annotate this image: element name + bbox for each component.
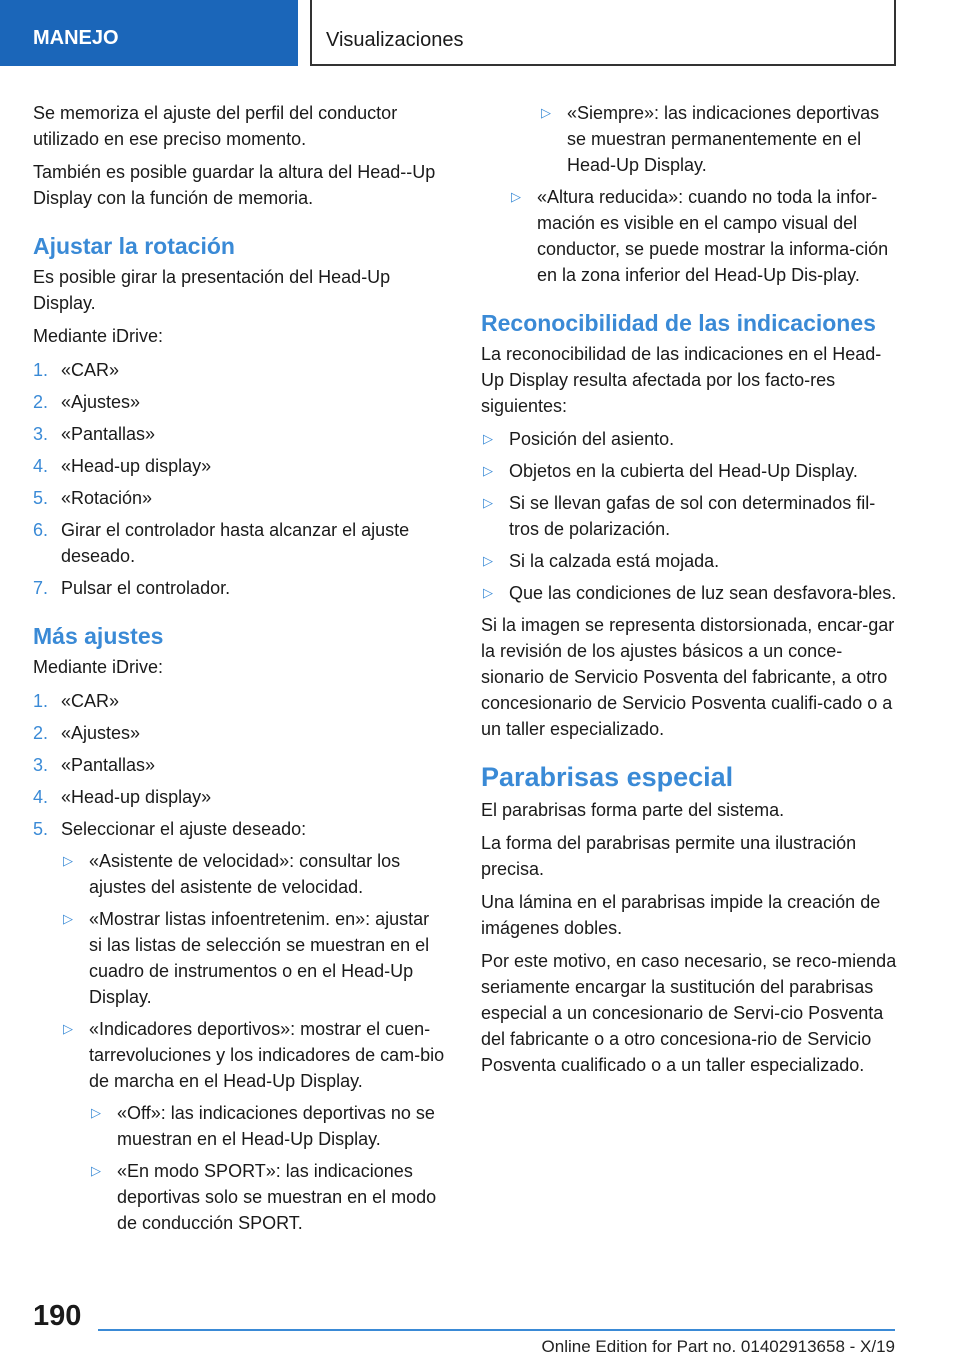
paragraph: Una lámina en el parabrisas impide la creación de imágenes dobles. xyxy=(481,892,881,938)
step-number: 4. xyxy=(33,456,49,476)
paragraph: Por este motivo, en caso necesario, se reco-mienda seriamente encargar la sustitución del parabrisas especial a un concesionario de Servi-cio Posventa del fabricante o a otro concesiona-rio de Servicio Posventa cualificado o a un taller especializado. xyxy=(481,951,897,1075)
bullet-text: Si la calzada está mojada. xyxy=(509,551,720,571)
heading-special-windshield: Parabrisas especial xyxy=(481,762,734,792)
paragraph: Se memoriza el ajuste del perfil del conductor utilizado en ese preciso momento. xyxy=(33,103,398,149)
edition-note: Online Edition for Part no. 01402913658 - X/19 xyxy=(541,1337,895,1356)
bullet-text: «En modo SPORT»: las indicaciones deportivas solo se muestran en el modo de conducción SPORT. xyxy=(117,1161,437,1233)
right-column xyxy=(481,100,897,1085)
step-item xyxy=(33,357,447,383)
bullet-text: Si se llevan gafas de sol con determinados fil-tros de polarización. xyxy=(509,493,876,539)
step-item xyxy=(33,517,447,569)
bullet-item xyxy=(509,184,897,288)
step-text: «CAR» xyxy=(61,360,120,380)
step-number: 3. xyxy=(33,424,49,444)
bullet-text: «Altura reducida»: cuando no toda la infor-mación es visible en el campo visual del conductor, se puede mostrar la informa-ción en la zona inferior del Head-Up Dis-play. xyxy=(537,187,889,285)
bullet-text: «Asistente de velocidad»: consultar los ajustes del asistente de velocidad. xyxy=(89,851,401,897)
bullet-item xyxy=(481,458,897,484)
step-item xyxy=(33,752,447,778)
step-text: «Head-up display» xyxy=(61,456,212,476)
section-tab: MANEJO xyxy=(0,0,298,66)
paragraph: Si la imagen se representa distorsionada, encar-gar la revisión de los ajustes básicos a un conce-sionario de Servicio Posventa del fabricante, a otro concesionario de Servicio Posventa cualifi-cado o a un taller especializado. xyxy=(481,615,895,739)
step-text: «CAR» xyxy=(61,691,120,711)
page-header xyxy=(0,0,960,66)
bullet-item xyxy=(61,906,447,1010)
step-text: Girar el controlador hasta alcanzar el ajuste deseado. xyxy=(61,520,410,566)
step-number: 2. xyxy=(33,723,49,743)
step-number: 1. xyxy=(33,691,49,711)
triangle-right-outline-icon: ▷ xyxy=(541,105,551,120)
step-text: Pulsar el controlador. xyxy=(61,578,231,598)
bullet-text: «Off»: las indicaciones deportivas no se muestran en el Head-Up Display. xyxy=(117,1103,435,1149)
step-item xyxy=(33,485,447,511)
triangle-right-outline-icon: ▷ xyxy=(483,553,493,568)
paragraph: El parabrisas forma parte del sistema. xyxy=(481,800,785,820)
step-number: 6. xyxy=(33,520,49,540)
step-item xyxy=(33,421,447,447)
page-footer xyxy=(0,1290,960,1362)
step-number: 5. xyxy=(33,819,49,839)
triangle-right-outline-icon: ▷ xyxy=(511,189,521,204)
step-item xyxy=(33,389,447,415)
step-number: 5. xyxy=(33,488,49,508)
bullet-text: «Siempre»: las indicaciones deportivas se muestran permanentemente en el Head-Up Display. xyxy=(567,103,880,175)
heading-recognizability: Reconocibilidad de las indicaciones xyxy=(481,310,876,336)
triangle-right-outline-icon: ▷ xyxy=(91,1105,101,1120)
step-text: Seleccionar el ajuste deseado: xyxy=(61,819,307,839)
triangle-right-outline-icon: ▷ xyxy=(483,495,493,510)
triangle-right-outline-icon: ▷ xyxy=(91,1163,101,1178)
step-item xyxy=(33,688,447,714)
triangle-right-outline-icon: ▷ xyxy=(63,853,73,868)
paragraph: La reconocibilidad de las indicaciones en el Head-Up Display resulta afectada por los facto-res siguientes: xyxy=(481,344,882,416)
step-text: «Head-up display» xyxy=(61,787,212,807)
paragraph: La forma del parabrisas permite una ilustración precisa. xyxy=(481,833,857,879)
step-item xyxy=(33,816,447,1236)
step-text: «Pantallas» xyxy=(61,755,156,775)
footer-divider xyxy=(98,1329,895,1331)
bullet-text: «Mostrar listas infoentretenim. en»: ajustar si las listas de selección se muestran en el cuadro de instrumentos o en el Head-Up Display. xyxy=(89,909,430,1007)
page-number: 190 xyxy=(33,1300,82,1332)
step-item xyxy=(33,784,447,810)
bullet-item xyxy=(481,580,897,606)
left-column xyxy=(33,100,447,1242)
step-text: «Ajustes» xyxy=(61,392,141,412)
step-text: «Rotación» xyxy=(61,488,153,508)
step-text: «Pantallas» xyxy=(61,424,156,444)
bullet-item xyxy=(61,848,447,900)
triangle-right-outline-icon: ▷ xyxy=(63,1021,73,1036)
subsub-bullet-list xyxy=(89,1100,447,1236)
bullet-item xyxy=(481,548,897,574)
paragraph: Mediante iDrive: xyxy=(33,657,164,677)
bullet-text: Objetos en la cubierta del Head-Up Display. xyxy=(509,461,858,481)
bullet-text: Que las condiciones de luz sean desfavora-bles. xyxy=(509,583,897,603)
step-number: 2. xyxy=(33,392,49,412)
step-number: 3. xyxy=(33,755,49,775)
step-number: 1. xyxy=(33,360,49,380)
paragraph: Es posible girar la presentación del Head-Up Display. xyxy=(33,267,391,313)
step-item xyxy=(33,720,447,746)
rotation-steps xyxy=(33,357,447,601)
heading-rotation: Ajustar la rotación xyxy=(33,233,235,259)
paragraph: Mediante iDrive: xyxy=(33,326,164,346)
bullet-item xyxy=(481,426,897,452)
triangle-right-outline-icon: ▷ xyxy=(63,911,73,926)
step-item xyxy=(33,453,447,479)
step-text: «Ajustes» xyxy=(61,723,141,743)
sub-bullet-list xyxy=(61,848,447,1236)
bullet-text: Posición del asiento. xyxy=(509,429,675,449)
bullet-item xyxy=(61,1016,447,1236)
paragraph: También es posible guardar la altura del Head--Up Display con la función de memoria. xyxy=(33,162,436,208)
step-number: 7. xyxy=(33,578,49,598)
triangle-right-outline-icon: ▷ xyxy=(483,585,493,600)
bullet-text: «Indicadores deportivos»: mostrar el cuen-tarrevoluciones y los indicadores de cam-bio de marcha en el Head-Up Display. xyxy=(89,1019,445,1091)
bullet-item xyxy=(89,1158,447,1236)
heading-more-settings: Más ajustes xyxy=(33,623,164,649)
chapter-title: Visualizaciones xyxy=(310,0,896,66)
triangle-right-outline-icon: ▷ xyxy=(483,463,493,478)
bullet-item xyxy=(481,490,897,542)
continued-bullet-list xyxy=(481,100,897,288)
bullet-item xyxy=(539,100,897,178)
step-item xyxy=(33,575,447,601)
more-settings-steps xyxy=(33,688,447,1236)
bullet-item xyxy=(89,1100,447,1152)
triangle-right-outline-icon: ▷ xyxy=(483,431,493,446)
step-number: 4. xyxy=(33,787,49,807)
factors-bullet-list xyxy=(481,426,897,606)
